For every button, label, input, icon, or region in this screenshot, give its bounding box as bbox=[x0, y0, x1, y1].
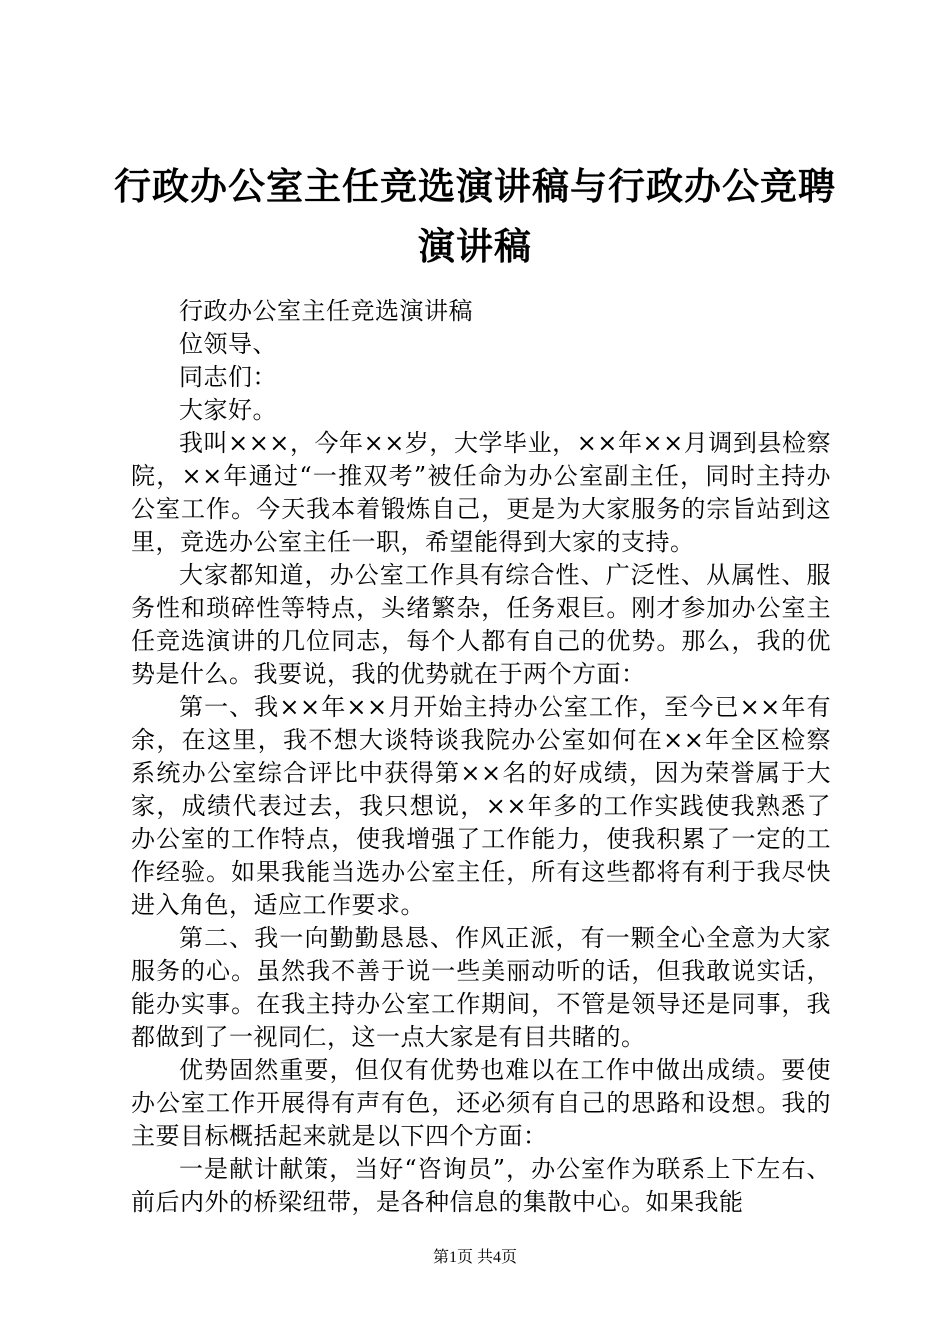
paragraph: 行政办公室主任竞选演讲稿 bbox=[179, 297, 473, 325]
document-body bbox=[131, 295, 831, 1219]
page-number-footer: 第1页 共4页 bbox=[432, 1249, 517, 1266]
paragraph: 位领导、 bbox=[179, 330, 277, 358]
paragraph: 大家都知道，办公室工作具有综合性、广泛性、从属性、服务性和琐碎性等特点，头绪繁杂，任务艰巨。刚才参加办公室主任竞选演讲的几位同志，每个人都有自己的优势。那么，我的优势是什么。我要说，我的优势就在于两个方面： bbox=[131, 561, 831, 688]
paragraph: 大家好。 bbox=[179, 396, 277, 424]
paragraph: 我叫×××，今年××岁，大学毕业，××年××月调到县检察院，××年通过“一推双考”被任命为办公室副主任，同时主持办公室工作。今天我本着锻炼自己，更是为大家服务的宗旨站到这里，竞选办公室主任一职，希望能得到大家的支持。 bbox=[131, 429, 831, 556]
document-title: 行政办公室主任竞选演讲稿与行政办公竞聘演讲稿 bbox=[114, 164, 836, 268]
paragraph: 第二、我一向勤勤恳恳、作风正派，有一颗全心全意为大家服务的心。虽然我不善于说一些美丽动听的话，但我敢说实话，能办实事。在我主持办公室工作期间，不管是领导还是同事，我都做到了一视同仁，这一点大家是有目共睹的。 bbox=[131, 924, 831, 1051]
paragraph: 同志们： bbox=[179, 363, 277, 391]
paragraph: 第一、我××年××月开始主持办公室工作，至今已××年有余，在这里，我不想大谈特谈我院办公室如何在××年全区检察系统办公室综合评比中获得第××名的好成绩，因为荣誉属于大家，成绩代表过去，我只想说，××年多的工作实践使我熟悉了办公室的工作特点，使我增强了工作能力，使我积累了一定的工作经验。如果我能当选办公室主任，所有这些都将有利于我尽快进入角色，适应工作要求。 bbox=[131, 693, 831, 919]
paragraph: 优势固然重要，但仅有优势也难以在工作中做出成绩。要使办公室工作开展得有声有色，还必须有自己的思路和设想。我的主要目标概括起来就是以下四个方面： bbox=[131, 1056, 831, 1150]
paragraph: 一是献计献策，当好“咨询员”，办公室作为联系上下左右、前后内外的桥梁纽带，是各种信息的集散中心。如果我能 bbox=[131, 1155, 831, 1216]
